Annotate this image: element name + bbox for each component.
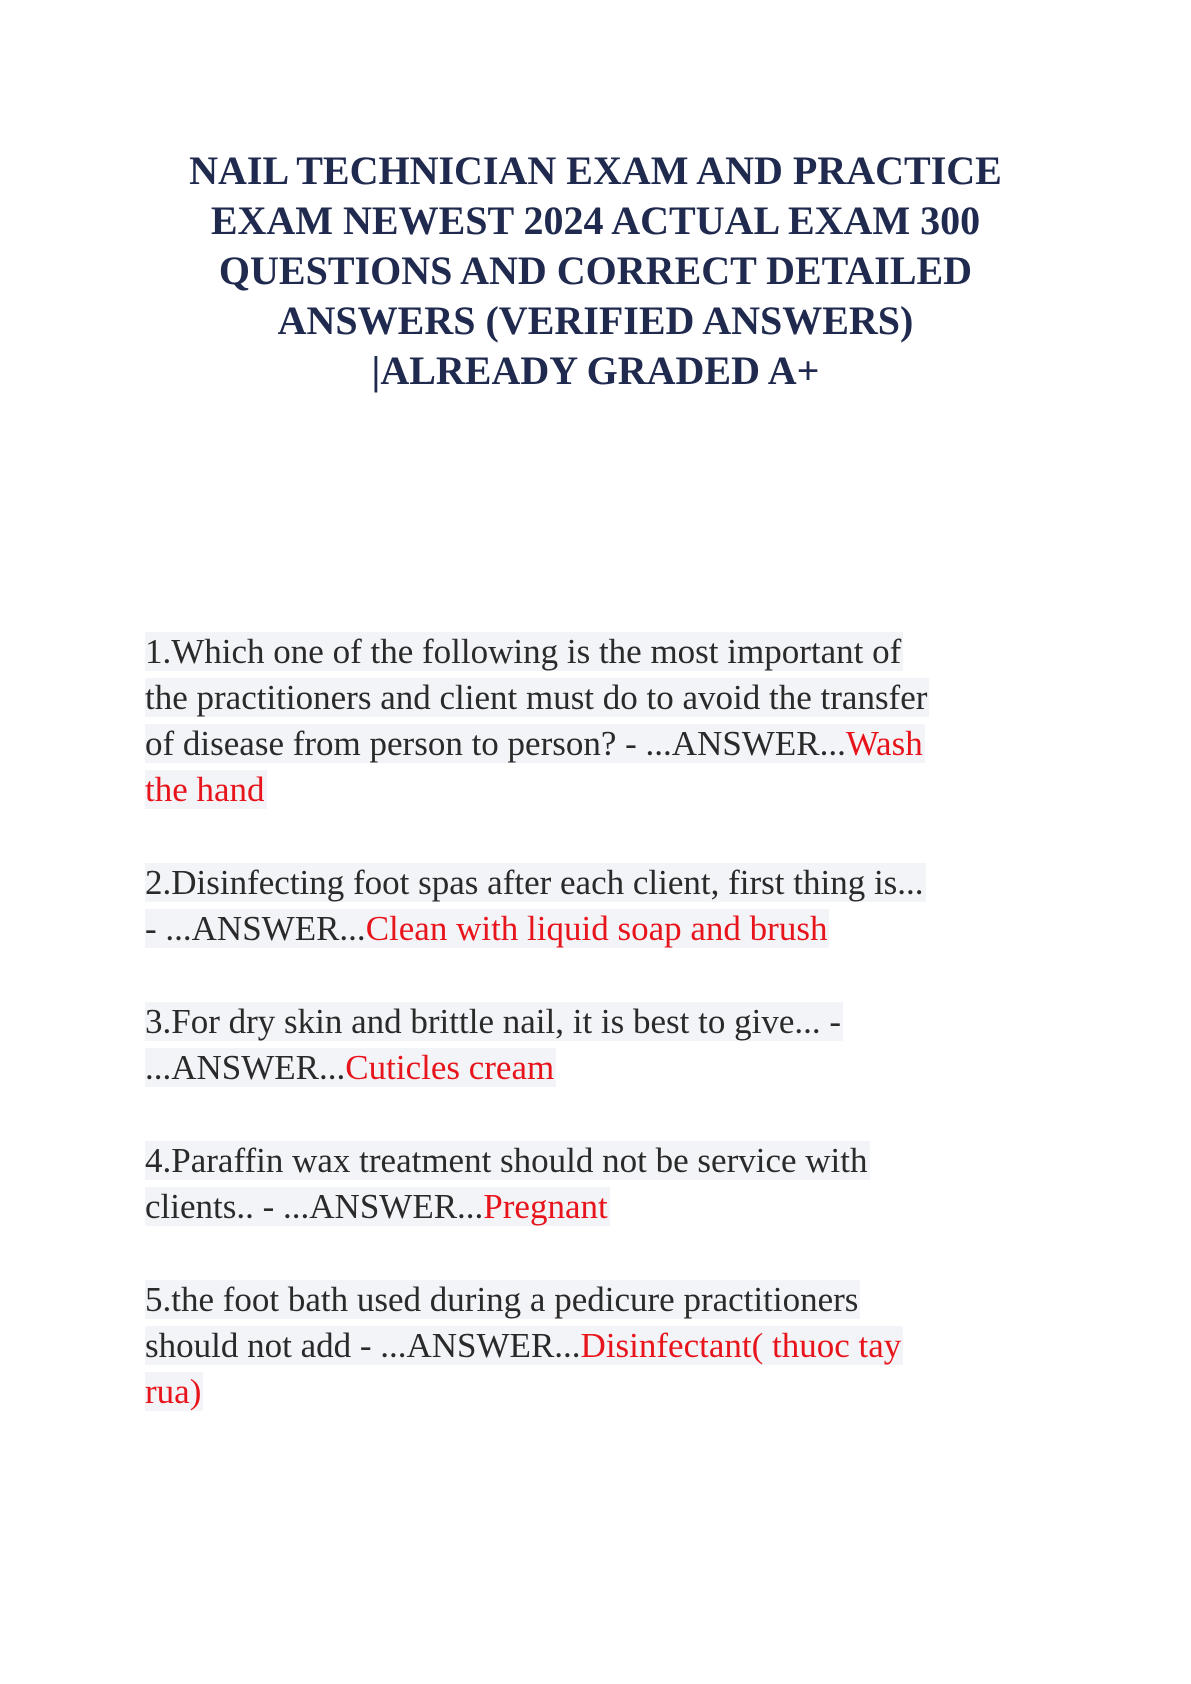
question-text: 5.the foot bath used during a pedicure practitioners [145,1280,859,1319]
title-line: QUESTIONS AND CORRECT DETAILED [218,248,973,293]
answer-text: Cuticles cream [345,1048,555,1087]
answer-text: Pregnant [483,1187,608,1226]
question-text: should not add - ...ANSWER... [145,1326,581,1365]
title-line: |ALREADY GRADED A+ [371,348,820,393]
question-item [145,629,1065,813]
title-line: EXAM NEWEST 2024 ACTUAL EXAM 300 [210,198,981,243]
question-text: 1.Which one of the following is the most important of [145,632,902,671]
question-item [145,999,1065,1091]
question-text: 2.Disinfecting foot spas after each client, first thing is... [145,863,924,902]
question-text: - ...ANSWER... [145,909,366,948]
answer-text: Clean with liquid soap and brush [365,909,828,948]
question-text: of disease from person to person? - ...ANSWER... [145,724,846,763]
answer-text: rua) [145,1372,202,1411]
title-line: NAIL TECHNICIAN EXAM AND PRACTICE [189,148,1002,193]
question-item [145,1138,1065,1230]
answer-text: the hand [145,770,265,809]
question-item [145,860,1065,952]
question-list [145,629,1065,1462]
document-title [120,146,1071,396]
question-text: clients.. - ...ANSWER... [145,1187,484,1226]
answer-text: Wash [845,724,923,763]
question-text: ...ANSWER... [145,1048,346,1087]
answer-text: Disinfectant( thuoc tay [580,1326,902,1365]
question-item [145,1277,1065,1415]
question-text: the practitioners and client must do to avoid the transfer [145,678,928,717]
question-text: 4.Paraffin wax treatment should not be service with [145,1141,868,1180]
question-text: 3.For dry skin and brittle nail, it is best to give... - [145,1002,842,1041]
title-line: ANSWERS (VERIFIED ANSWERS) [277,298,914,343]
